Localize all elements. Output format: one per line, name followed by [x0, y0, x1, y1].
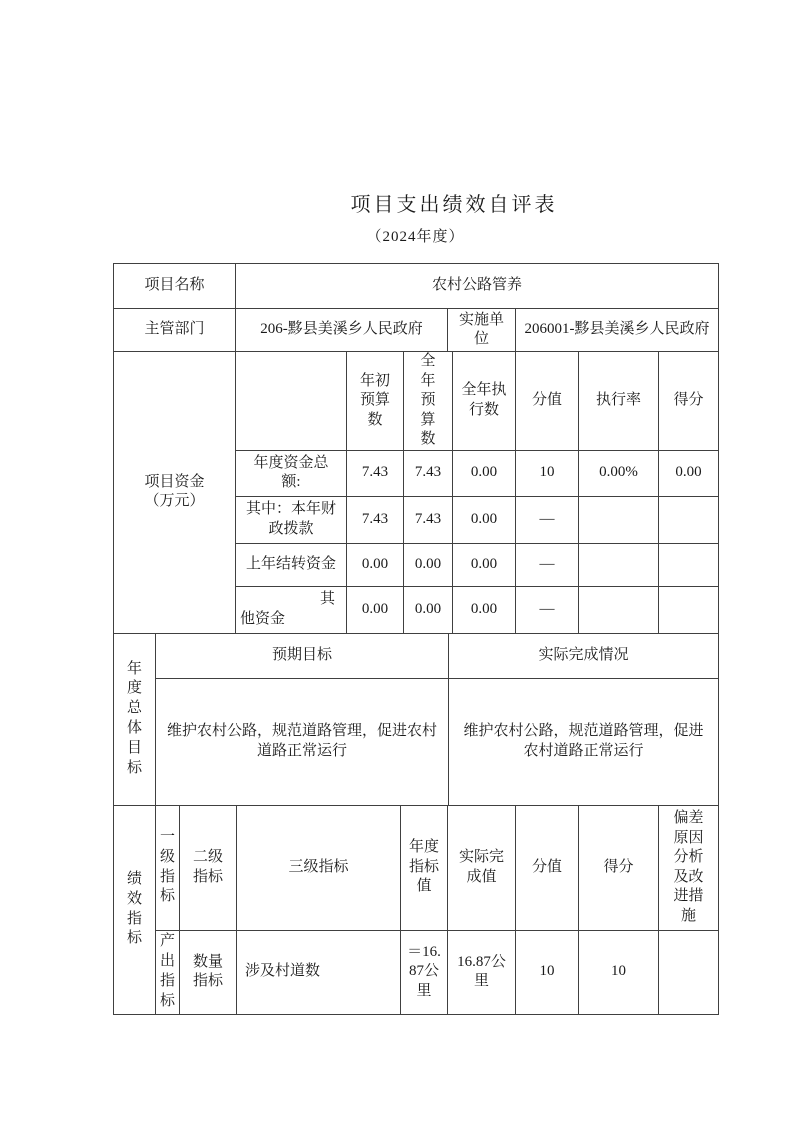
project-name-value: 农村公路管养 [236, 264, 719, 309]
funds-execution-rate [579, 586, 659, 633]
perf-col-header-annual-target: 年度指标值 [401, 805, 448, 930]
funds-score-value: — [516, 496, 579, 543]
funds-execution-rate [579, 496, 659, 543]
perf-level1-value [156, 930, 180, 1014]
funds-score [659, 586, 719, 633]
funds-initial-budget: 0.00 [347, 586, 404, 633]
perf-col-header-level1-text: 一级指标 [159, 828, 175, 905]
funds-row-label: 上年结转资金 [236, 543, 347, 586]
funds-annual-budget: 0.00 [404, 543, 453, 586]
evaluation-table [113, 263, 718, 1015]
project-name-row [114, 264, 719, 309]
funds-score [659, 543, 719, 586]
performance-data-row [114, 930, 719, 1014]
funds-col-header-score: 得分 [659, 352, 719, 451]
funds-execution-rate [579, 543, 659, 586]
funds-initial-budget: 0.00 [347, 543, 404, 586]
perf-score: 10 [579, 930, 659, 1014]
performance-header-row [114, 805, 719, 930]
performance-section [113, 805, 718, 1015]
funds-executed: 0.00 [453, 586, 516, 633]
perf-level2-value: 数量指标 [180, 930, 237, 1014]
funds-annual-budget: 0.00 [404, 586, 453, 633]
project-name-label: 项目名称 [114, 264, 236, 309]
funds-header-row [114, 352, 719, 451]
perf-level3-value: 涉及村道数 [237, 930, 401, 1014]
funds-annual-budget: 7.43 [404, 450, 453, 496]
department-value: 206-黟县美溪乡人民政府 [236, 309, 448, 352]
page-subtitle: （2024年度） [366, 229, 465, 245]
funds-score: 0.00 [659, 450, 719, 496]
funds-row-label: 年度资金总额: [236, 450, 347, 496]
funds-blank-header [236, 352, 347, 451]
funds-section-label: 项目资金（万元） [114, 352, 236, 634]
impl-unit-label: 实施单位 [448, 309, 516, 352]
perf-col-header-level3: 三级指标 [237, 805, 401, 930]
basic-info-section [113, 263, 718, 352]
funds-row-label: 其中：本年财政拨款 [236, 496, 347, 543]
impl-unit-value: 206001-黟县美溪乡人民政府 [516, 309, 719, 352]
funds-execution-rate: 0.00% [579, 450, 659, 496]
funds-section [113, 351, 718, 634]
funds-annual-budget: 7.43 [404, 496, 453, 543]
funds-col-header-initial-budget: 年初预算数 [347, 352, 404, 451]
annual-goal-section-label-text: 年度总体目标 [126, 660, 142, 776]
actual-completion-header: 实际完成情况 [449, 633, 719, 678]
perf-col-header-score-value: 分值 [516, 805, 579, 930]
funds-score-value: — [516, 586, 579, 633]
perf-col-header-deviation: 偏差原因分析及改进措施 [659, 805, 719, 930]
perf-level1-value-text: 产出指标 [159, 933, 175, 1009]
perf-col-header-level1 [156, 805, 180, 930]
annual-goal-section [113, 633, 718, 806]
expected-goal-text: 维护农村公路，规范道路管理，促进农村道路正常运行 [156, 678, 449, 805]
annual-goal-section-label [114, 633, 156, 805]
expected-goal-header: 预期目标 [156, 633, 449, 678]
perf-col-header-level2: 二级指标 [180, 805, 237, 930]
perf-score-value: 10 [516, 930, 579, 1014]
department-row [114, 309, 719, 352]
funds-executed: 0.00 [453, 496, 516, 543]
funds-col-header-score-value: 分值 [516, 352, 579, 451]
goal-header-row [114, 633, 719, 678]
performance-section-label-text: 绩效指标 [126, 870, 142, 947]
funds-initial-budget: 7.43 [347, 496, 404, 543]
performance-section-label [114, 805, 156, 1014]
perf-deviation [659, 930, 719, 1014]
perf-annual-target-value: ＝16.87公里 [401, 930, 448, 1014]
perf-col-header-score: 得分 [579, 805, 659, 930]
actual-completion-text: 维护农村公路，规范道路管理，促进农村道路正常运行 [449, 678, 719, 805]
funds-col-header-executed: 全年执行数 [453, 352, 516, 451]
funds-executed: 0.00 [453, 543, 516, 586]
funds-col-header-annual-budget: 全年预算数 [404, 352, 453, 451]
funds-col-header-execution-rate: 执行率 [579, 352, 659, 451]
funds-score-value: 10 [516, 450, 579, 496]
funds-initial-budget: 7.43 [347, 450, 404, 496]
perf-actual-value: 16.87公里 [448, 930, 516, 1014]
perf-col-header-actual-value: 实际完成值 [448, 805, 516, 930]
page-title: 项目支出绩效自评表 [350, 194, 558, 216]
funds-executed: 0.00 [453, 450, 516, 496]
goal-content-row [114, 678, 719, 805]
funds-score [659, 496, 719, 543]
department-label: 主管部门 [114, 309, 236, 352]
funds-score-value: — [516, 543, 579, 586]
funds-row-label: 其他资金 [236, 586, 347, 633]
